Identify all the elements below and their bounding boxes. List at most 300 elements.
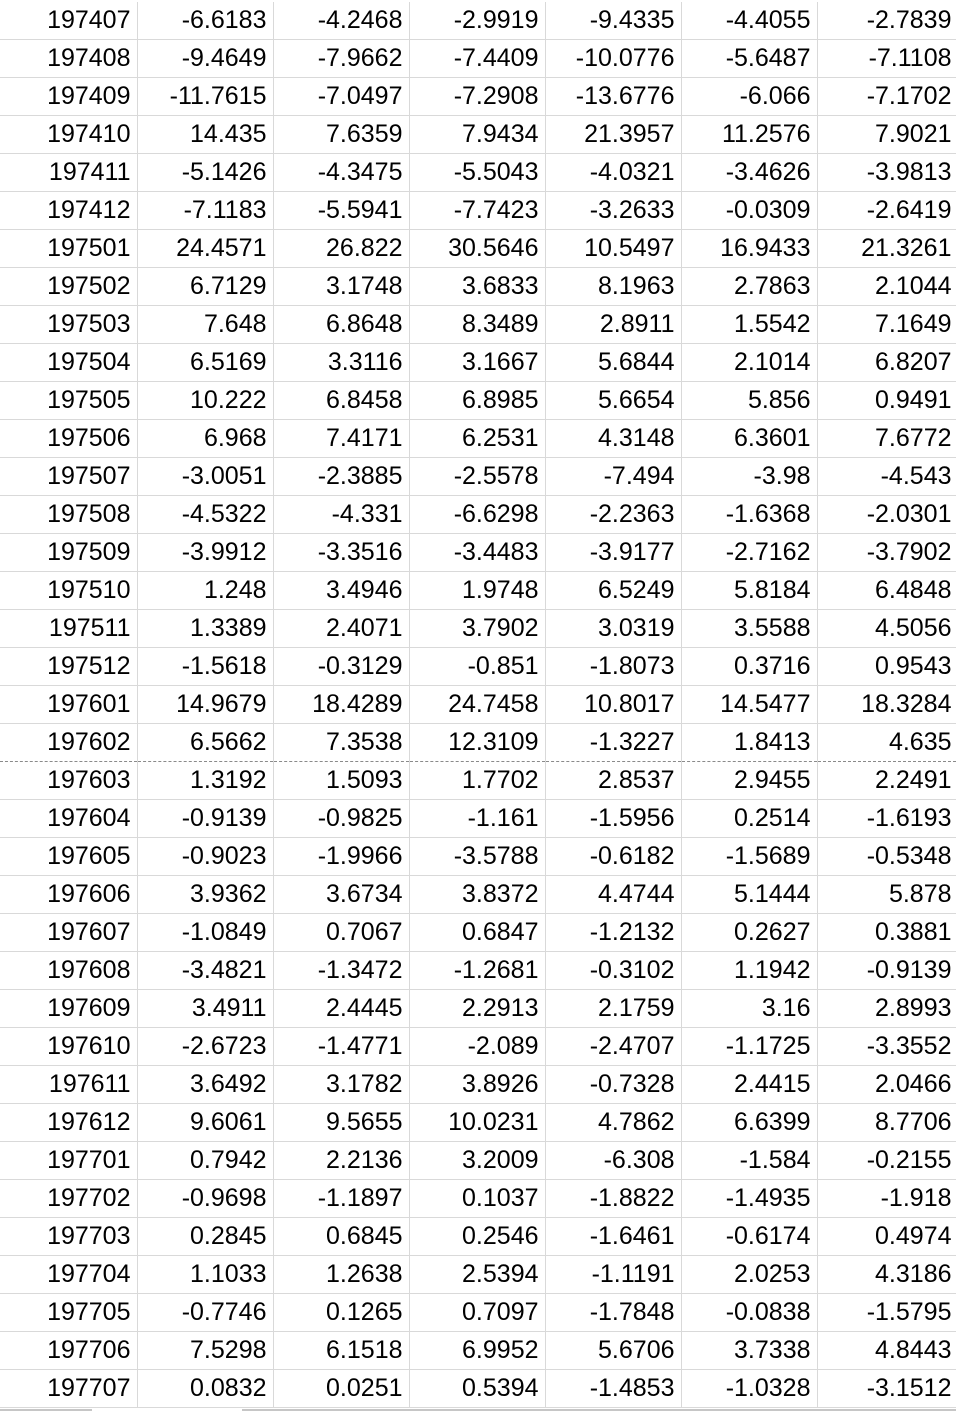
table-row: [0, 686, 956, 724]
period-cell[interactable]: 197606: [0, 876, 137, 914]
value-cell[interactable]: 14.5477: [681, 686, 817, 724]
value-cell[interactable]: -1.2132: [545, 914, 681, 952]
value-cell[interactable]: 12.3109: [409, 724, 545, 762]
value-cell[interactable]: 7.6772: [817, 420, 956, 458]
value-cell[interactable]: -2.089: [409, 1028, 545, 1066]
value-cell[interactable]: 9.5655: [273, 1104, 409, 1142]
table-row: [0, 1104, 956, 1142]
table-row: [0, 192, 956, 230]
value-cell[interactable]: 3.3116: [273, 344, 409, 382]
period-cell[interactable]: 197408: [0, 40, 137, 78]
value-cell[interactable]: 2.7863: [681, 268, 817, 306]
value-cell[interactable]: 3.4911: [137, 990, 273, 1028]
period-cell[interactable]: 197512: [0, 648, 137, 686]
value-cell[interactable]: 3.1782: [273, 1066, 409, 1104]
period-cell[interactable]: 197511: [0, 610, 137, 648]
table-row: [0, 724, 956, 762]
value-cell[interactable]: 4.4744: [545, 876, 681, 914]
value-cell[interactable]: -0.9825: [273, 800, 409, 838]
value-cell[interactable]: -1.161: [409, 800, 545, 838]
period-cell[interactable]: 197510: [0, 572, 137, 610]
value-cell[interactable]: -1.5956: [545, 800, 681, 838]
value-cell[interactable]: -0.851: [409, 648, 545, 686]
value-cell[interactable]: -7.494: [545, 458, 681, 496]
value-cell[interactable]: 3.2009: [409, 1142, 545, 1180]
period-cell[interactable]: 197504: [0, 344, 137, 382]
value-cell[interactable]: -5.5043: [409, 154, 545, 192]
value-cell[interactable]: -1.8073: [545, 648, 681, 686]
table-row: [0, 458, 956, 496]
value-cell[interactable]: 6.968: [137, 420, 273, 458]
value-cell[interactable]: -2.6723: [137, 1028, 273, 1066]
value-cell[interactable]: 2.0253: [681, 1256, 817, 1294]
value-cell[interactable]: 2.1044: [817, 268, 956, 306]
value-cell[interactable]: 2.4071: [273, 610, 409, 648]
value-cell[interactable]: 3.7902: [409, 610, 545, 648]
table-row: [0, 1028, 956, 1066]
value-cell[interactable]: 3.16: [681, 990, 817, 1028]
table-row: [0, 1142, 956, 1180]
value-cell[interactable]: -2.6419: [817, 192, 956, 230]
value-cell[interactable]: 18.4289: [273, 686, 409, 724]
value-cell[interactable]: -13.6776: [545, 78, 681, 116]
value-cell[interactable]: 0.7942: [137, 1142, 273, 1180]
period-cell[interactable]: 197604: [0, 800, 137, 838]
period-cell[interactable]: 197609: [0, 990, 137, 1028]
value-cell[interactable]: 1.8413: [681, 724, 817, 762]
table-row: [0, 534, 956, 572]
value-cell[interactable]: 6.7129: [137, 268, 273, 306]
period-cell[interactable]: 197507: [0, 458, 137, 496]
value-cell[interactable]: 6.3601: [681, 420, 817, 458]
value-cell[interactable]: -1.9966: [273, 838, 409, 876]
value-cell[interactable]: 0.1265: [273, 1294, 409, 1332]
value-cell[interactable]: -7.1702: [817, 78, 956, 116]
value-cell[interactable]: 24.7458: [409, 686, 545, 724]
value-cell[interactable]: 2.8911: [545, 306, 681, 344]
value-cell[interactable]: 16.9433: [681, 230, 817, 268]
value-cell[interactable]: -0.6182: [545, 838, 681, 876]
value-cell[interactable]: 1.2638: [273, 1256, 409, 1294]
value-cell[interactable]: -1.6193: [817, 800, 956, 838]
value-cell[interactable]: 8.7706: [817, 1104, 956, 1142]
value-cell[interactable]: -1.8822: [545, 1180, 681, 1218]
value-cell[interactable]: -0.9139: [817, 952, 956, 990]
table-row: [0, 990, 956, 1028]
value-cell[interactable]: 6.5169: [137, 344, 273, 382]
value-cell[interactable]: 11.2576: [681, 116, 817, 154]
value-cell[interactable]: 2.0466: [817, 1066, 956, 1104]
value-cell[interactable]: 3.1667: [409, 344, 545, 382]
value-cell[interactable]: -2.7162: [681, 534, 817, 572]
value-cell[interactable]: -4.2468: [273, 2, 409, 40]
value-cell[interactable]: 0.3881: [817, 914, 956, 952]
table-row: [0, 1370, 956, 1408]
value-cell[interactable]: -2.7839: [817, 2, 956, 40]
value-cell[interactable]: 5.6654: [545, 382, 681, 420]
value-cell[interactable]: 0.2845: [137, 1218, 273, 1256]
value-cell[interactable]: 14.435: [137, 116, 273, 154]
period-cell[interactable]: 197411: [0, 154, 137, 192]
table-row: [0, 306, 956, 344]
value-cell[interactable]: -1.5795: [817, 1294, 956, 1332]
value-cell[interactable]: 3.6833: [409, 268, 545, 306]
value-cell[interactable]: 7.648: [137, 306, 273, 344]
horizontal-scrollbar-edge: [0, 1408, 956, 1412]
value-cell[interactable]: -1.6461: [545, 1218, 681, 1256]
value-cell[interactable]: -1.5689: [681, 838, 817, 876]
value-cell[interactable]: -3.0051: [137, 458, 273, 496]
value-cell[interactable]: 1.5093: [273, 762, 409, 800]
value-cell[interactable]: 6.5662: [137, 724, 273, 762]
value-cell[interactable]: 14.9679: [137, 686, 273, 724]
value-cell[interactable]: 7.5298: [137, 1332, 273, 1370]
period-cell[interactable]: 197509: [0, 534, 137, 572]
value-cell[interactable]: 3.6492: [137, 1066, 273, 1104]
table-row: [0, 420, 956, 458]
value-cell[interactable]: 2.2491: [817, 762, 956, 800]
value-cell[interactable]: 10.8017: [545, 686, 681, 724]
value-cell[interactable]: -7.4409: [409, 40, 545, 78]
period-cell[interactable]: 197705: [0, 1294, 137, 1332]
table-row: [0, 952, 956, 990]
value-cell[interactable]: -0.9023: [137, 838, 273, 876]
table-row: [0, 344, 956, 382]
value-cell[interactable]: 1.1942: [681, 952, 817, 990]
value-cell[interactable]: -9.4335: [545, 2, 681, 40]
period-cell[interactable]: 197607: [0, 914, 137, 952]
period-cell[interactable]: 197603: [0, 762, 137, 800]
value-cell[interactable]: -0.9698: [137, 1180, 273, 1218]
value-cell[interactable]: 6.8985: [409, 382, 545, 420]
value-cell[interactable]: -4.4055: [681, 2, 817, 40]
value-cell[interactable]: 0.5394: [409, 1370, 545, 1408]
value-cell[interactable]: -3.98: [681, 458, 817, 496]
value-cell[interactable]: -2.9919: [409, 2, 545, 40]
period-cell[interactable]: 197501: [0, 230, 137, 268]
value-cell[interactable]: 2.8993: [817, 990, 956, 1028]
value-cell[interactable]: 6.2531: [409, 420, 545, 458]
value-cell[interactable]: 2.2136: [273, 1142, 409, 1180]
value-cell[interactable]: -10.0776: [545, 40, 681, 78]
value-cell[interactable]: -5.6487: [681, 40, 817, 78]
value-cell[interactable]: -4.543: [817, 458, 956, 496]
value-cell[interactable]: 1.5542: [681, 306, 817, 344]
value-cell[interactable]: 3.9362: [137, 876, 273, 914]
table-row: [0, 154, 956, 192]
value-cell[interactable]: 1.248: [137, 572, 273, 610]
sheet-bottom-border-right: [242, 1409, 956, 1411]
value-cell[interactable]: 3.1748: [273, 268, 409, 306]
value-cell[interactable]: 1.7702: [409, 762, 545, 800]
table-body: [0, 2, 956, 1408]
value-cell[interactable]: -6.066: [681, 78, 817, 116]
value-cell[interactable]: -7.0497: [273, 78, 409, 116]
value-cell[interactable]: -6.6298: [409, 496, 545, 534]
value-cell[interactable]: 7.1649: [817, 306, 956, 344]
value-cell[interactable]: -7.1183: [137, 192, 273, 230]
value-cell[interactable]: -5.5941: [273, 192, 409, 230]
value-cell[interactable]: 2.4445: [273, 990, 409, 1028]
value-cell[interactable]: -7.7423: [409, 192, 545, 230]
table-row: [0, 78, 956, 116]
value-cell[interactable]: 21.3957: [545, 116, 681, 154]
value-cell[interactable]: -1.4935: [681, 1180, 817, 1218]
value-cell[interactable]: 6.1518: [273, 1332, 409, 1370]
period-cell[interactable]: 197702: [0, 1180, 137, 1218]
period-cell[interactable]: 197610: [0, 1028, 137, 1066]
value-cell[interactable]: 0.6845: [273, 1218, 409, 1256]
value-cell[interactable]: 3.0319: [545, 610, 681, 648]
value-cell[interactable]: -1.4853: [545, 1370, 681, 1408]
period-cell[interactable]: 197701: [0, 1142, 137, 1180]
value-cell[interactable]: 7.3538: [273, 724, 409, 762]
value-cell[interactable]: -3.3552: [817, 1028, 956, 1066]
period-cell[interactable]: 197703: [0, 1218, 137, 1256]
value-cell[interactable]: -1.0849: [137, 914, 273, 952]
value-cell[interactable]: 8.3489: [409, 306, 545, 344]
table-row: [0, 1256, 956, 1294]
value-cell[interactable]: 0.2514: [681, 800, 817, 838]
value-cell[interactable]: -0.6174: [681, 1218, 817, 1256]
value-cell[interactable]: -1.584: [681, 1142, 817, 1180]
value-cell[interactable]: 2.5394: [409, 1256, 545, 1294]
period-cell[interactable]: 197503: [0, 306, 137, 344]
value-cell[interactable]: -0.2155: [817, 1142, 956, 1180]
value-cell[interactable]: 0.0251: [273, 1370, 409, 1408]
value-cell[interactable]: 4.3148: [545, 420, 681, 458]
value-cell[interactable]: -7.1108: [817, 40, 956, 78]
value-cell[interactable]: -3.4626: [681, 154, 817, 192]
value-cell[interactable]: 0.1037: [409, 1180, 545, 1218]
value-cell[interactable]: 6.8458: [273, 382, 409, 420]
period-cell[interactable]: 197601: [0, 686, 137, 724]
value-cell[interactable]: -6.6183: [137, 2, 273, 40]
value-cell[interactable]: 18.3284: [817, 686, 956, 724]
value-cell[interactable]: 4.635: [817, 724, 956, 762]
table-row: [0, 1332, 956, 1370]
period-cell[interactable]: 197707: [0, 1370, 137, 1408]
value-cell[interactable]: 3.7338: [681, 1332, 817, 1370]
value-cell[interactable]: 0.9491: [817, 382, 956, 420]
value-cell[interactable]: -3.9912: [137, 534, 273, 572]
value-cell[interactable]: 0.2546: [409, 1218, 545, 1256]
sheet-bottom-border-left: [0, 1409, 92, 1411]
value-cell[interactable]: -3.7902: [817, 534, 956, 572]
value-cell[interactable]: 2.9455: [681, 762, 817, 800]
data-table: [0, 2, 956, 1408]
value-cell[interactable]: -6.308: [545, 1142, 681, 1180]
value-cell[interactable]: 3.6734: [273, 876, 409, 914]
value-cell[interactable]: -4.5322: [137, 496, 273, 534]
value-cell[interactable]: 4.7862: [545, 1104, 681, 1142]
value-cell[interactable]: -2.5578: [409, 458, 545, 496]
value-cell[interactable]: 10.5497: [545, 230, 681, 268]
value-cell[interactable]: -1.5618: [137, 648, 273, 686]
table-row: [0, 1218, 956, 1256]
value-cell[interactable]: 4.8443: [817, 1332, 956, 1370]
value-cell[interactable]: -1.3227: [545, 724, 681, 762]
value-cell[interactable]: 24.4571: [137, 230, 273, 268]
value-cell[interactable]: 4.5056: [817, 610, 956, 648]
table-row: [0, 230, 956, 268]
table-row: [0, 800, 956, 838]
value-cell[interactable]: -0.7746: [137, 1294, 273, 1332]
value-cell[interactable]: 1.3192: [137, 762, 273, 800]
value-cell[interactable]: -1.4771: [273, 1028, 409, 1066]
period-cell[interactable]: 197608: [0, 952, 137, 990]
value-cell[interactable]: -1.1725: [681, 1028, 817, 1066]
value-cell[interactable]: -0.0309: [681, 192, 817, 230]
table-row: [0, 648, 956, 686]
value-cell[interactable]: 2.1759: [545, 990, 681, 1028]
period-cell[interactable]: 197410: [0, 116, 137, 154]
value-cell[interactable]: 0.9543: [817, 648, 956, 686]
value-cell[interactable]: 6.8207: [817, 344, 956, 382]
value-cell[interactable]: 5.878: [817, 876, 956, 914]
value-cell[interactable]: 7.4171: [273, 420, 409, 458]
table-row: [0, 838, 956, 876]
value-cell[interactable]: 8.1963: [545, 268, 681, 306]
period-cell[interactable]: 197612: [0, 1104, 137, 1142]
value-cell[interactable]: -3.4483: [409, 534, 545, 572]
value-cell[interactable]: 6.5249: [545, 572, 681, 610]
value-cell[interactable]: -1.2681: [409, 952, 545, 990]
value-cell[interactable]: 2.2913: [409, 990, 545, 1028]
period-cell[interactable]: 197602: [0, 724, 137, 762]
table-row: [0, 40, 956, 78]
value-cell[interactable]: -3.9177: [545, 534, 681, 572]
value-cell[interactable]: 7.9434: [409, 116, 545, 154]
value-cell[interactable]: -3.1512: [817, 1370, 956, 1408]
table-row: [0, 610, 956, 648]
value-cell[interactable]: -4.331: [273, 496, 409, 534]
value-cell[interactable]: 6.8648: [273, 306, 409, 344]
value-cell[interactable]: -1.6368: [681, 496, 817, 534]
value-cell[interactable]: -1.3472: [273, 952, 409, 990]
value-cell[interactable]: -4.0321: [545, 154, 681, 192]
value-cell[interactable]: -5.1426: [137, 154, 273, 192]
value-cell[interactable]: -0.3102: [545, 952, 681, 990]
value-cell[interactable]: -1.1897: [273, 1180, 409, 1218]
period-cell[interactable]: 197502: [0, 268, 137, 306]
value-cell[interactable]: 7.9021: [817, 116, 956, 154]
value-cell[interactable]: -3.4821: [137, 952, 273, 990]
value-cell[interactable]: 26.822: [273, 230, 409, 268]
table-row: [0, 762, 956, 800]
value-cell[interactable]: -11.7615: [137, 78, 273, 116]
value-cell[interactable]: -1.0328: [681, 1370, 817, 1408]
value-cell[interactable]: 5.856: [681, 382, 817, 420]
period-cell[interactable]: 197704: [0, 1256, 137, 1294]
value-cell[interactable]: 2.1014: [681, 344, 817, 382]
value-cell[interactable]: 3.5588: [681, 610, 817, 648]
table-row: [0, 496, 956, 534]
period-cell[interactable]: 197605: [0, 838, 137, 876]
value-cell[interactable]: 5.1444: [681, 876, 817, 914]
table-row: [0, 382, 956, 420]
value-cell[interactable]: 0.7067: [273, 914, 409, 952]
value-cell[interactable]: 30.5646: [409, 230, 545, 268]
value-cell[interactable]: -0.5348: [817, 838, 956, 876]
value-cell[interactable]: -9.4649: [137, 40, 273, 78]
table-row: [0, 1180, 956, 1218]
value-cell[interactable]: 21.3261: [817, 230, 956, 268]
value-cell[interactable]: -0.7328: [545, 1066, 681, 1104]
table-row: [0, 572, 956, 610]
value-cell[interactable]: -0.0838: [681, 1294, 817, 1332]
period-cell[interactable]: 197412: [0, 192, 137, 230]
value-cell[interactable]: 9.6061: [137, 1104, 273, 1142]
period-cell[interactable]: 197505: [0, 382, 137, 420]
value-cell[interactable]: -2.4707: [545, 1028, 681, 1066]
value-cell[interactable]: -4.3475: [273, 154, 409, 192]
value-cell[interactable]: 5.6844: [545, 344, 681, 382]
value-cell[interactable]: -3.3516: [273, 534, 409, 572]
period-cell[interactable]: 197506: [0, 420, 137, 458]
table-row: [0, 268, 956, 306]
period-cell[interactable]: 197407: [0, 2, 137, 40]
value-cell[interactable]: 3.8372: [409, 876, 545, 914]
period-cell[interactable]: 197706: [0, 1332, 137, 1370]
value-cell[interactable]: -3.5788: [409, 838, 545, 876]
value-cell[interactable]: 6.9952: [409, 1332, 545, 1370]
value-cell[interactable]: 1.1033: [137, 1256, 273, 1294]
value-cell[interactable]: 6.4848: [817, 572, 956, 610]
value-cell[interactable]: -3.2633: [545, 192, 681, 230]
value-cell[interactable]: -0.3129: [273, 648, 409, 686]
value-cell[interactable]: 0.6847: [409, 914, 545, 952]
value-cell[interactable]: 2.8537: [545, 762, 681, 800]
period-cell[interactable]: 197409: [0, 78, 137, 116]
value-cell[interactable]: -7.9662: [273, 40, 409, 78]
value-cell[interactable]: 0.7097: [409, 1294, 545, 1332]
value-cell[interactable]: 10.0231: [409, 1104, 545, 1142]
value-cell[interactable]: 1.3389: [137, 610, 273, 648]
value-cell[interactable]: 10.222: [137, 382, 273, 420]
table-row: [0, 2, 956, 40]
value-cell[interactable]: 4.3186: [817, 1256, 956, 1294]
value-cell[interactable]: -1.918: [817, 1180, 956, 1218]
value-cell[interactable]: 0.4974: [817, 1218, 956, 1256]
value-cell[interactable]: -1.1191: [545, 1256, 681, 1294]
value-cell[interactable]: -7.2908: [409, 78, 545, 116]
value-cell[interactable]: 6.6399: [681, 1104, 817, 1142]
table-row: [0, 1066, 956, 1104]
table-row: [0, 876, 956, 914]
period-cell[interactable]: 197611: [0, 1066, 137, 1104]
value-cell[interactable]: 1.9748: [409, 572, 545, 610]
value-cell[interactable]: -3.9813: [817, 154, 956, 192]
period-cell[interactable]: 197508: [0, 496, 137, 534]
value-cell[interactable]: 3.8926: [409, 1066, 545, 1104]
value-cell[interactable]: 0.3716: [681, 648, 817, 686]
value-cell[interactable]: 3.4946: [273, 572, 409, 610]
value-cell[interactable]: -0.9139: [137, 800, 273, 838]
value-cell[interactable]: 0.2627: [681, 914, 817, 952]
value-cell[interactable]: 7.6359: [273, 116, 409, 154]
value-cell[interactable]: -2.0301: [817, 496, 956, 534]
value-cell[interactable]: 2.4415: [681, 1066, 817, 1104]
value-cell[interactable]: -2.2363: [545, 496, 681, 534]
value-cell[interactable]: 5.6706: [545, 1332, 681, 1370]
value-cell[interactable]: -1.7848: [545, 1294, 681, 1332]
table-row: [0, 914, 956, 952]
value-cell[interactable]: -2.3885: [273, 458, 409, 496]
value-cell[interactable]: 5.8184: [681, 572, 817, 610]
value-cell[interactable]: 0.0832: [137, 1370, 273, 1408]
table-row: [0, 116, 956, 154]
